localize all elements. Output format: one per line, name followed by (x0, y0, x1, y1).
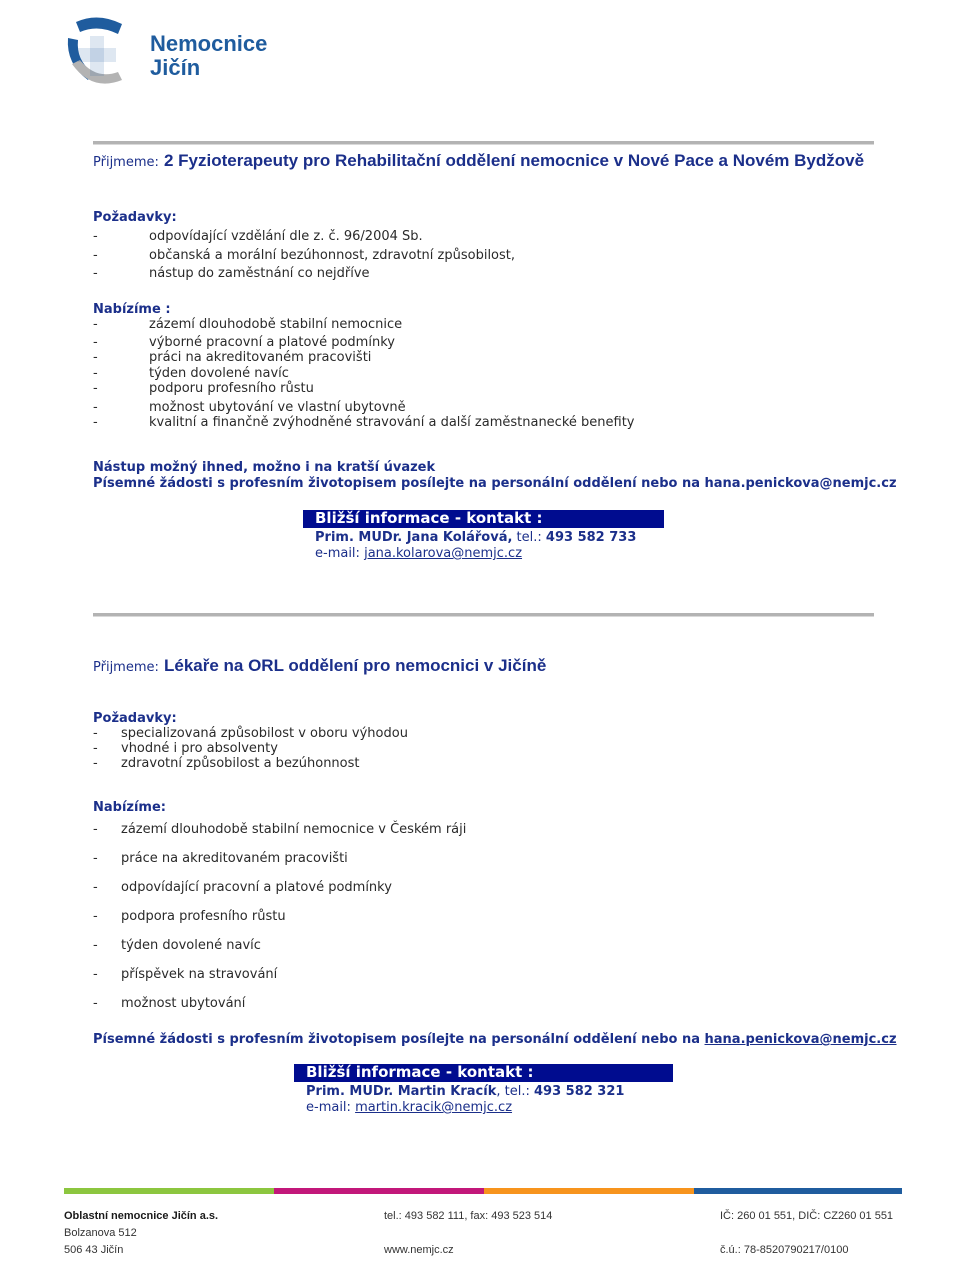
list-item: - zdravotní způsobilost a bezúhonnost (93, 756, 408, 771)
job2-title (93, 655, 546, 679)
list-item: - vhodné i pro absolventy (93, 741, 408, 756)
list-item: - podpora profesního růstu (93, 902, 466, 931)
job1-contact-email (315, 546, 522, 562)
job2-requirements (93, 726, 408, 771)
contact-email-link[interactable]: jana.kolarova@nemjc.cz (364, 546, 523, 561)
list-item: - týden dovolené navíc (93, 366, 635, 382)
footer-stripe-green (64, 1188, 274, 1194)
footer-street: Bolzanova 512 (64, 1227, 137, 1239)
job1-contact-name (315, 530, 636, 546)
list-item: - odpovídající pracovní a platové podmínky (93, 873, 466, 902)
list-item: - kvalitní a finančně zvýhodněné stravování a další zaměstnanecké benefity (93, 415, 635, 431)
list-item: - občanská a morální bezúhonnost, zdravotní způsobilost, (93, 247, 515, 266)
job1-requirements (93, 228, 515, 284)
list-item: - práce na akreditovaném pracovišti (93, 844, 466, 873)
list-item: - možnost ubytování ve vlastní ubytovně (93, 400, 635, 416)
job1-contact-heading: Bližší informace - kontakt : (303, 510, 664, 528)
list-item: - specializovaná způsobilost v oboru výhodou (93, 726, 408, 741)
divider-middle (93, 613, 874, 617)
job2-contact-name (306, 1084, 624, 1100)
logo-text-line1: Nemocnice (150, 31, 268, 56)
footer-stripe-orange (484, 1188, 694, 1194)
job2-offer-label: Nabízíme: (93, 800, 166, 815)
job2-contact-heading: Bližší informace - kontakt : (294, 1064, 673, 1082)
contact-email-label: e-mail: (315, 546, 360, 561)
logo (62, 14, 282, 92)
job2-req-label: Požadavky: (93, 711, 177, 726)
job1-apply-note: Písemné žádosti s profesním životopisem posílejte na personální oddělení nebo na hana.penickova@nemjc.cz (93, 476, 897, 491)
contact-name: Prim. MUDr. Martin Kracík (306, 1084, 497, 1099)
contact-tel: 493 582 321 (533, 1084, 625, 1099)
logo-text-line2: Jičín (150, 55, 201, 80)
job1-title (93, 150, 883, 174)
job1-start-note: Nástup možný ihned, možno i na kratší úvazek (93, 460, 436, 475)
logo-cross-icon (62, 14, 134, 92)
footer-account: č.ú.: 78-8520790217/0100 (720, 1244, 849, 1256)
list-item: - týden dovolené navíc (93, 931, 466, 960)
job1-req-label: Požadavky: (93, 210, 177, 225)
job2-apply-note (93, 1032, 897, 1048)
job2-title-text: Lékaře na ORL oddělení pro nemocnici v Jičíně (163, 656, 547, 675)
apply-email-link[interactable]: hana.penickova@nemjc.cz (704, 1032, 897, 1047)
contact-name: Prim. MUDr. Jana Kolářová, (315, 530, 513, 545)
job1-offer-label: Nabízíme : (93, 302, 171, 317)
footer-phone: tel.: 493 582 111, fax: 493 523 514 (384, 1210, 553, 1222)
contact-email-link[interactable]: martin.kracik@nemjc.cz (355, 1100, 513, 1115)
apply-text: Písemné žádosti s profesním životopisem posílejte na personální oddělení nebo na (93, 1032, 700, 1047)
job1-offers (93, 317, 635, 431)
list-item: - nástup do zaměstnání co nejdříve (93, 265, 515, 284)
list-item: - práci na akreditovaném pracovišti (93, 350, 635, 366)
job1-title-text: 2 Fyzioterapeuty pro Rehabilitační oddělení nemocnice v Nové Pace a Novém Bydžově (163, 151, 865, 170)
contact-tel: 493 582 733 (545, 530, 637, 545)
contact-email-label: e-mail: (306, 1100, 351, 1115)
footer-stripe-magenta (274, 1188, 484, 1194)
list-item: - zázemí dlouhodobě stabilní nemocnice v Českém ráji (93, 815, 466, 844)
list-item: - příspěvek na stravování (93, 960, 466, 989)
contact-tel-label: tel.: (516, 530, 542, 545)
job2-contact-email (306, 1100, 512, 1116)
footer-company: Oblastní nemocnice Jičín a.s. (64, 1210, 219, 1222)
contact-tel-label: , tel.: (496, 1084, 530, 1099)
job2-prefix: Přijmeme: (93, 660, 159, 675)
list-item: - výborné pracovní a platové podmínky (93, 335, 635, 351)
list-item: - odpovídající vzdělání dle z. č. 96/2004 Sb. (93, 228, 515, 247)
job1-prefix: Přijmeme: (93, 155, 159, 170)
footer-stripe-blue (694, 1188, 902, 1194)
divider-top (93, 141, 874, 145)
job2-offers (93, 815, 466, 1018)
footer-web: www.nemjc.cz (384, 1244, 454, 1256)
footer-ids: IČ: 260 01 551, DIČ: CZ260 01 551 (720, 1210, 894, 1222)
footer-city: 506 43 Jičín (64, 1244, 124, 1256)
list-item: - podporu profesního růstu (93, 381, 635, 397)
list-item: - zázemí dlouhodobě stabilní nemocnice (93, 317, 635, 333)
list-item: - možnost ubytování (93, 989, 466, 1018)
